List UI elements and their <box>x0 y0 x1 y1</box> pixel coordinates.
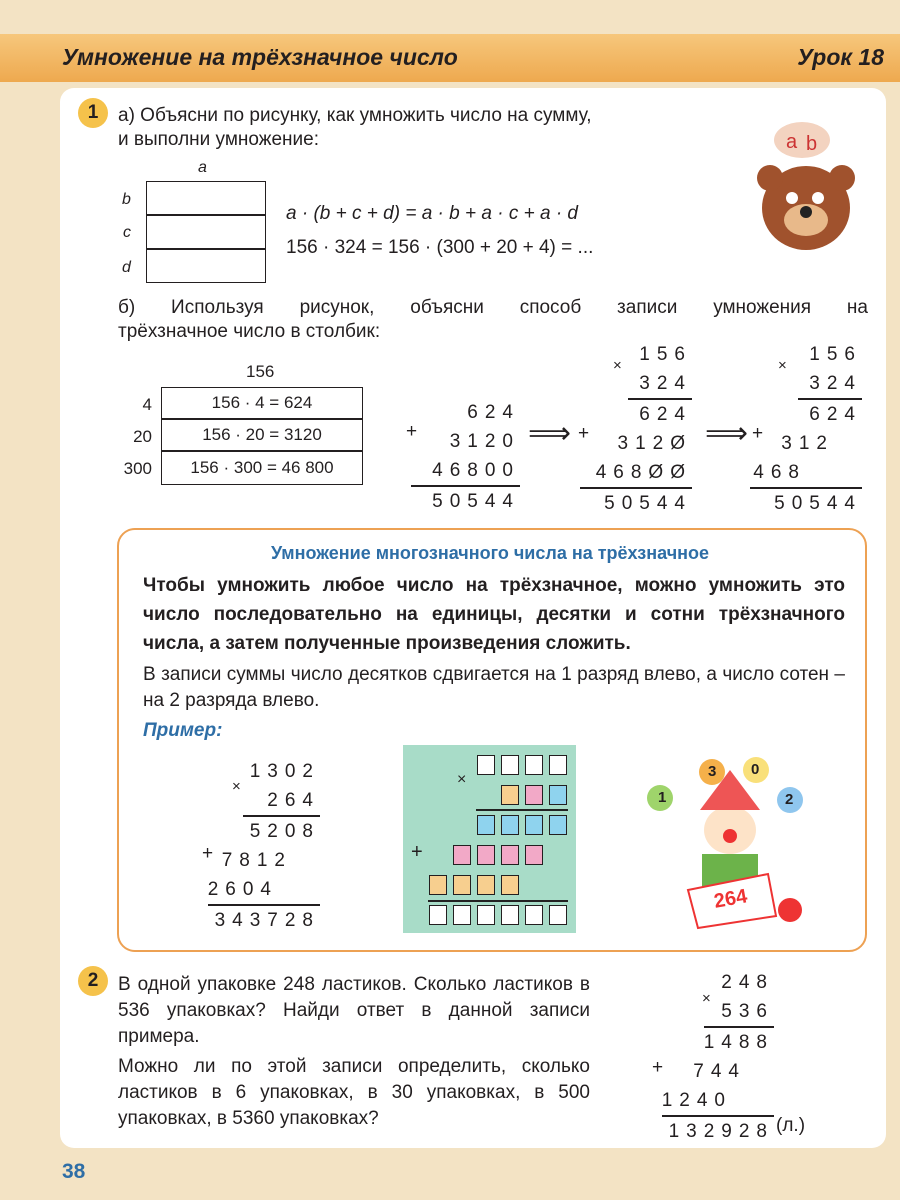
task2-column <box>650 968 774 1146</box>
label-c: c <box>123 224 131 241</box>
task2-text1: В одной упаковке 248 ластиков. Сколько ластиков в 536 упаковках? Найди ответ в данной записи примера. <box>118 974 590 1047</box>
col-row: 1302 <box>249 761 320 782</box>
rect-b <box>146 181 266 215</box>
task1-a-text1: а) Объясни по рисунку, как умножить число на сумму, <box>118 105 592 126</box>
rule-title: Умножение многозначного числа на трёхзначное <box>270 543 710 563</box>
example-label: Пример: <box>143 720 223 741</box>
col-row: 248 <box>721 972 774 993</box>
label-d: d <box>122 259 131 276</box>
times-sign: × <box>232 778 241 795</box>
bear-illustration <box>748 120 858 260</box>
col-row: 536 <box>721 1001 774 1022</box>
digit-place-diagram <box>403 745 576 933</box>
plus-sign: + <box>406 421 418 442</box>
col-row: 624 <box>639 404 692 425</box>
formula-2: 156 · 324 = 156 · (300 + 20 + 4) = ... <box>286 237 594 258</box>
col-result: 343728 <box>214 910 320 931</box>
col-row: 1240 <box>661 1090 732 1111</box>
column-sum-1 <box>405 398 520 516</box>
table-row-label: 300 <box>123 459 152 478</box>
column-mult-3 <box>750 340 862 518</box>
table-cell: 156 · 4 = 624 <box>161 387 363 419</box>
svg-text:b: b <box>806 133 818 155</box>
task-number: 1 <box>78 98 108 128</box>
col-row: 624 <box>467 402 520 423</box>
task1-b-text2: трёхзначное число в столбик: <box>118 321 381 342</box>
plus-sign: + <box>578 423 590 444</box>
col-row: 312 <box>781 433 834 454</box>
page-number: 38 <box>62 1160 86 1183</box>
lesson-label: Урок 18 <box>797 44 884 70</box>
column-mult-2 <box>580 340 692 518</box>
rule-text: Чтобы умножить любое число на трёхзначное, можно умножить это число последовательно на единицы, десятки и сотни трёхзначного числа, а затем полученные произведения сложить. <box>143 575 845 654</box>
formula-1: a · (b + c + d) = a · b + a · c + a · d <box>286 203 578 224</box>
task1-a-text2: и выполни умножение: <box>118 129 319 150</box>
arrow-icon: ⟹ <box>528 417 572 450</box>
arrow-icon: ⟹ <box>705 417 749 450</box>
col-row: 264 <box>267 790 320 811</box>
col-result: 50544 <box>604 493 692 514</box>
col-result: 132928 <box>668 1121 774 1142</box>
plus-sign: + <box>652 1057 664 1078</box>
col-row: 2604 <box>207 879 278 900</box>
ball-digit: 1 <box>658 789 667 806</box>
times-sign: × <box>778 357 787 374</box>
col-row: 468ØØ <box>595 462 692 483</box>
rect-c <box>146 215 266 249</box>
col-result: 50544 <box>432 491 520 512</box>
label-b: b <box>122 191 131 208</box>
col-row: 156 <box>809 344 862 365</box>
task1-b-text1: б) Используя рисунок, объясни способ записи умножения на <box>118 297 868 318</box>
task-number: 2 <box>78 966 108 996</box>
rule-note: В записи суммы число десятков сдвигается на 1 разряд влево, а число сотен – на 2 разряда влево. <box>143 664 845 711</box>
col-row: 46800 <box>432 460 520 481</box>
col-row: 3120 <box>449 431 520 452</box>
times-sign: × <box>613 357 622 374</box>
col-row: 156 <box>639 344 692 365</box>
col-row: 324 <box>639 373 692 394</box>
clown-illustration <box>640 750 820 930</box>
table-row-label: 20 <box>133 427 152 446</box>
example-column <box>200 757 320 935</box>
col-row: 5208 <box>249 821 320 842</box>
times-sign: × <box>702 990 711 1007</box>
page-title: Умножение на трёхзначное число <box>62 44 458 70</box>
svg-text:a: a <box>786 131 798 153</box>
unit-label: (л.) <box>776 1115 806 1136</box>
plus-sign: + <box>752 423 764 444</box>
col-row: 624 <box>809 404 862 425</box>
col-row: 312Ø <box>617 433 692 454</box>
label-a: a <box>198 159 207 176</box>
times-sign: × <box>457 771 467 788</box>
col-row: 468 <box>753 462 806 483</box>
col-result: 50544 <box>774 493 862 514</box>
rect-d <box>146 249 266 283</box>
table-row-label: 4 <box>142 395 152 414</box>
table-cell: 156 · 300 = 46 800 <box>161 451 363 485</box>
ball-digit: 2 <box>785 791 794 808</box>
table-cell: 156 · 20 = 3120 <box>161 419 363 451</box>
plus-sign: + <box>411 841 423 863</box>
ball-digit: 3 <box>708 763 717 780</box>
col-row: 744 <box>693 1061 746 1082</box>
plus-sign: + <box>202 843 214 864</box>
task2-text2: Можно ли по этой записи определить, сколько ластиков в 6 упаковках, в 30 упаковках, в 500 упаковках, в 5360 упаковках? <box>118 1056 590 1129</box>
col-row: 1488 <box>703 1032 774 1053</box>
col-row: 7812 <box>221 850 292 871</box>
table-top-label: 156 <box>246 362 275 381</box>
ball-digit: 0 <box>751 761 760 778</box>
card-number: 264 <box>712 885 749 913</box>
col-row: 324 <box>809 373 862 394</box>
